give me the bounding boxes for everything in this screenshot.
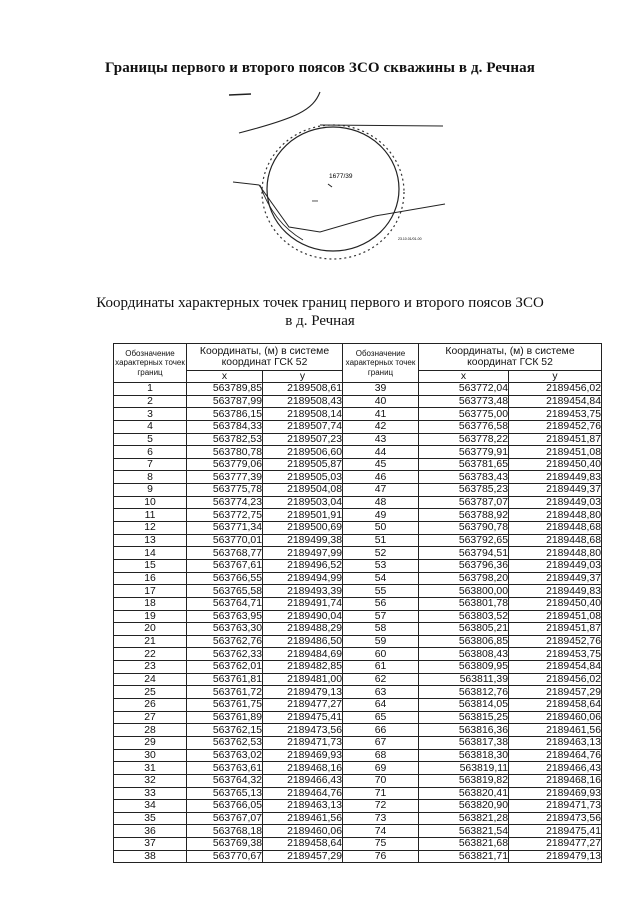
right-y-value-cell: 2189449,37	[509, 484, 602, 497]
table-row	[114, 420, 602, 433]
right-point-number-cell: 59	[343, 635, 419, 648]
right-point-number-cell: 46	[343, 471, 419, 484]
table-row	[114, 736, 602, 749]
table-row	[114, 585, 602, 598]
left-point-number-cell: 5	[114, 433, 187, 446]
left-y-value-cell: 2189484,69	[263, 648, 343, 661]
left-y-value-cell: 2189469,93	[263, 749, 343, 762]
left-x-value-cell: 563762,15	[187, 724, 263, 737]
left-y-value-cell: 2189507,23	[263, 433, 343, 446]
table-row	[114, 635, 602, 648]
table-row	[114, 699, 602, 712]
left-point-number-cell: 19	[114, 610, 187, 623]
right-y-value-cell: 2189450,40	[509, 597, 602, 610]
table-row	[114, 484, 602, 497]
left-point-number-cell: 32	[114, 774, 187, 787]
right-point-number-cell: 62	[343, 673, 419, 686]
left-x-value-cell: 563764,32	[187, 774, 263, 787]
right-y-value-cell: 2189448,80	[509, 509, 602, 522]
right-y-value-cell: 2189448,80	[509, 547, 602, 560]
left-y-value-cell: 2189505,03	[263, 471, 343, 484]
right-point-number-cell: 42	[343, 420, 419, 433]
left-x-value-cell: 563763,95	[187, 610, 263, 623]
right-y-value-cell: 2189448,68	[509, 522, 602, 535]
left-point-number-cell: 20	[114, 623, 187, 636]
left-point-number-cell: 9	[114, 484, 187, 497]
left-y-value-cell: 2189506,60	[263, 446, 343, 459]
right-x-value-cell: 563779,91	[419, 446, 509, 459]
right-x-value-cell: 563808,43	[419, 648, 509, 661]
right-y-value-cell: 2189454,84	[509, 661, 602, 674]
left-point-number-cell: 35	[114, 812, 187, 825]
left-x-value-cell: 563771,34	[187, 522, 263, 535]
right-point-number-cell: 70	[343, 774, 419, 787]
left-point-number-cell: 29	[114, 736, 187, 749]
left-y-value-cell: 2189504,08	[263, 484, 343, 497]
left-point-number-cell: 22	[114, 648, 187, 661]
left-y-value-cell: 2189463,13	[263, 800, 343, 813]
left-point-number-cell: 21	[114, 635, 187, 648]
right-y-value-cell: 2189449,83	[509, 585, 602, 598]
table-row	[114, 534, 602, 547]
left-point-number-cell: 4	[114, 420, 187, 433]
right-x-value-cell: 563788,92	[419, 509, 509, 522]
table-row	[114, 749, 602, 762]
right-y-value-cell: 2189449,83	[509, 471, 602, 484]
right-x-value-cell: 563785,23	[419, 484, 509, 497]
right-x-value-cell: 563815,25	[419, 711, 509, 724]
right-x-value-cell: 563820,90	[419, 800, 509, 813]
right-x-value-cell: 563787,07	[419, 496, 509, 509]
header-coords-left: Координаты, (м) в системе координат ГСК 52	[187, 344, 343, 371]
left-point-number-cell: 11	[114, 509, 187, 522]
left-point-number-cell: 25	[114, 686, 187, 699]
left-point-number-cell: 7	[114, 458, 187, 471]
left-y-value-cell: 2189486,50	[263, 635, 343, 648]
right-y-value-cell: 2189449,03	[509, 496, 602, 509]
table-row	[114, 597, 602, 610]
left-point-number-cell: 33	[114, 787, 187, 800]
right-point-number-cell: 58	[343, 623, 419, 636]
right-point-number-cell: 74	[343, 825, 419, 838]
right-y-value-cell: 2189453,75	[509, 648, 602, 661]
right-point-number-cell: 73	[343, 812, 419, 825]
right-y-value-cell: 2189449,37	[509, 572, 602, 585]
left-x-value-cell: 563770,67	[187, 850, 263, 863]
left-point-number-cell: 26	[114, 699, 187, 712]
table-caption-line1: Координаты характерных точек границ первого и второго поясов ЗСО	[96, 295, 544, 311]
left-y-value-cell: 2189461,56	[263, 812, 343, 825]
left-y-value-cell: 2189471,73	[263, 736, 343, 749]
right-point-number-cell: 64	[343, 699, 419, 712]
left-point-number-cell: 24	[114, 673, 187, 686]
right-point-number-cell: 41	[343, 408, 419, 421]
left-x-value-cell: 563762,53	[187, 736, 263, 749]
right-x-value-cell: 563821,68	[419, 838, 509, 851]
right-y-value-cell: 2189461,56	[509, 724, 602, 737]
table-row	[114, 522, 602, 535]
table-row	[114, 825, 602, 838]
right-y-value-cell: 2189450,40	[509, 458, 602, 471]
right-x-value-cell: 563794,51	[419, 547, 509, 560]
left-y-value-cell: 2189490,04	[263, 610, 343, 623]
left-x-value-cell: 563787,99	[187, 395, 263, 408]
table-row	[114, 383, 602, 396]
table-row	[114, 471, 602, 484]
header-point-label-right: Обозначение характерных точек границ	[343, 344, 419, 383]
right-x-value-cell: 563811,39	[419, 673, 509, 686]
right-x-value-cell: 563803,52	[419, 610, 509, 623]
right-y-value-cell: 2189473,56	[509, 812, 602, 825]
right-y-value-cell: 2189449,03	[509, 559, 602, 572]
right-x-value-cell: 563776,58	[419, 420, 509, 433]
right-x-value-cell: 563790,78	[419, 522, 509, 535]
right-x-value-cell: 563817,38	[419, 736, 509, 749]
left-x-value-cell: 563765,58	[187, 585, 263, 598]
left-x-value-cell: 563767,07	[187, 812, 263, 825]
left-y-value-cell: 2189464,76	[263, 787, 343, 800]
road-curve	[239, 92, 320, 133]
left-x-value-cell: 563769,38	[187, 838, 263, 851]
left-x-value-cell: 563777,39	[187, 471, 263, 484]
well-mark	[328, 184, 332, 187]
left-y-value-cell: 2189460,06	[263, 825, 343, 838]
left-x-value-cell: 563764,71	[187, 597, 263, 610]
table-row	[114, 395, 602, 408]
right-y-value-cell: 2189468,16	[509, 774, 602, 787]
road-line-short	[229, 94, 251, 95]
left-y-value-cell: 2189481,00	[263, 673, 343, 686]
right-point-number-cell: 39	[343, 383, 419, 396]
left-x-value-cell: 563772,75	[187, 509, 263, 522]
right-x-value-cell: 563801,78	[419, 597, 509, 610]
left-x-value-cell: 563770,01	[187, 534, 263, 547]
right-point-number-cell: 55	[343, 585, 419, 598]
right-x-value-cell: 563805,21	[419, 623, 509, 636]
right-x-value-cell: 563772,04	[419, 383, 509, 396]
left-y-value-cell: 2189482,85	[263, 661, 343, 674]
right-y-value-cell: 2189448,68	[509, 534, 602, 547]
right-y-value-cell: 2189456,02	[509, 673, 602, 686]
right-point-number-cell: 76	[343, 850, 419, 863]
left-x-value-cell: 563765,13	[187, 787, 263, 800]
right-y-value-cell: 2189460,06	[509, 711, 602, 724]
table-row	[114, 800, 602, 813]
left-x-value-cell: 563774,23	[187, 496, 263, 509]
right-y-value-cell: 2189463,13	[509, 736, 602, 749]
left-x-value-cell: 563779,06	[187, 458, 263, 471]
left-y-value-cell: 2189457,29	[263, 850, 343, 863]
right-point-number-cell: 48	[343, 496, 419, 509]
left-x-value-cell: 563761,89	[187, 711, 263, 724]
right-point-number-cell: 54	[343, 572, 419, 585]
right-point-number-cell: 43	[343, 433, 419, 446]
right-y-value-cell: 2189479,13	[509, 850, 602, 863]
right-point-number-cell: 66	[343, 724, 419, 737]
right-x-value-cell: 563821,54	[419, 825, 509, 838]
right-x-value-cell: 563796,36	[419, 559, 509, 572]
right-y-value-cell: 2189451,87	[509, 623, 602, 636]
left-x-value-cell: 563768,18	[187, 825, 263, 838]
table-row	[114, 673, 602, 686]
table-row	[114, 623, 602, 636]
left-x-value-cell: 563766,05	[187, 800, 263, 813]
left-x-value-cell: 563763,61	[187, 762, 263, 775]
left-point-number-cell: 12	[114, 522, 187, 535]
left-y-value-cell: 2189497,99	[263, 547, 343, 560]
left-point-number-cell: 14	[114, 547, 187, 560]
left-point-number-cell: 3	[114, 408, 187, 421]
table-caption	[0, 294, 640, 330]
right-x-value-cell: 563775,00	[419, 408, 509, 421]
left-y-value-cell: 2189475,41	[263, 711, 343, 724]
left-x-value-cell: 563762,01	[187, 661, 263, 674]
right-y-value-cell: 2189453,75	[509, 408, 602, 421]
left-y-value-cell: 2189503,04	[263, 496, 343, 509]
left-point-number-cell: 1	[114, 383, 187, 396]
right-point-number-cell: 47	[343, 484, 419, 497]
second-belt-dashed-circle	[262, 125, 404, 259]
right-y-value-cell: 2189454,84	[509, 395, 602, 408]
table-row	[114, 610, 602, 623]
left-x-value-cell: 563762,33	[187, 648, 263, 661]
table-row	[114, 433, 602, 446]
right-point-number-cell: 57	[343, 610, 419, 623]
right-x-value-cell: 563800,00	[419, 585, 509, 598]
right-y-value-cell: 2189457,29	[509, 686, 602, 699]
right-x-value-cell: 563820,41	[419, 787, 509, 800]
right-y-value-cell: 2189451,08	[509, 446, 602, 459]
left-point-number-cell: 8	[114, 471, 187, 484]
well-label: 1677/39	[329, 173, 353, 180]
left-y-value-cell: 2189494,99	[263, 572, 343, 585]
left-point-number-cell: 13	[114, 534, 187, 547]
right-x-value-cell: 563773,48	[419, 395, 509, 408]
right-y-value-cell: 2189475,41	[509, 825, 602, 838]
left-point-number-cell: 10	[114, 496, 187, 509]
right-x-value-cell: 563814,05	[419, 699, 509, 712]
header-y-right: y	[509, 371, 602, 383]
edge-label: 23.10.01/01-00	[398, 237, 422, 241]
left-x-value-cell: 563761,81	[187, 673, 263, 686]
left-y-value-cell: 2189496,52	[263, 559, 343, 572]
header-point-label-left: Обозначение характерных точек границ	[114, 344, 187, 383]
right-x-value-cell: 563778,22	[419, 433, 509, 446]
table-row	[114, 547, 602, 560]
left-point-number-cell: 31	[114, 762, 187, 775]
left-x-value-cell: 563786,15	[187, 408, 263, 421]
left-point-number-cell: 18	[114, 597, 187, 610]
header-x-right: x	[419, 371, 509, 383]
left-point-number-cell: 23	[114, 661, 187, 674]
right-point-number-cell: 60	[343, 648, 419, 661]
right-point-number-cell: 56	[343, 597, 419, 610]
table-row	[114, 496, 602, 509]
header-x-left: x	[187, 371, 263, 383]
left-x-value-cell: 563763,30	[187, 623, 263, 636]
left-y-value-cell: 2189488,29	[263, 623, 343, 636]
left-y-value-cell: 2189468,16	[263, 762, 343, 775]
right-point-number-cell: 61	[343, 661, 419, 674]
left-y-value-cell: 2189499,38	[263, 534, 343, 547]
left-x-value-cell: 563782,53	[187, 433, 263, 446]
table-row	[114, 446, 602, 459]
left-y-value-cell: 2189458,64	[263, 838, 343, 851]
right-x-value-cell: 563781,65	[419, 458, 509, 471]
left-x-value-cell: 563775,78	[187, 484, 263, 497]
right-y-value-cell: 2189451,87	[509, 433, 602, 446]
left-y-value-cell: 2189493,39	[263, 585, 343, 598]
right-x-value-cell: 563819,11	[419, 762, 509, 775]
header-y-left: y	[263, 371, 343, 383]
right-x-value-cell: 563819,82	[419, 774, 509, 787]
left-point-number-cell: 37	[114, 838, 187, 851]
left-point-number-cell: 30	[114, 749, 187, 762]
right-point-number-cell: 63	[343, 686, 419, 699]
left-point-number-cell: 28	[114, 724, 187, 737]
left-point-number-cell: 27	[114, 711, 187, 724]
page-title: Границы первого и второго поясов ЗСО скважины в д. Речная	[105, 60, 535, 76]
left-x-value-cell: 563762,76	[187, 635, 263, 648]
left-point-number-cell: 6	[114, 446, 187, 459]
right-y-value-cell: 2189452,76	[509, 420, 602, 433]
right-y-value-cell: 2189452,76	[509, 635, 602, 648]
right-x-value-cell: 563818,30	[419, 749, 509, 762]
right-x-value-cell: 563783,43	[419, 471, 509, 484]
table-row	[114, 572, 602, 585]
left-x-value-cell: 563789,85	[187, 383, 263, 396]
table-row	[114, 838, 602, 851]
left-y-value-cell: 2189507,74	[263, 420, 343, 433]
table-row	[114, 686, 602, 699]
left-x-value-cell: 563768,77	[187, 547, 263, 560]
neighbour-boundary-curve	[260, 185, 303, 240]
table-row	[114, 458, 602, 471]
right-point-number-cell: 45	[343, 458, 419, 471]
left-point-number-cell: 34	[114, 800, 187, 813]
table-row	[114, 762, 602, 775]
left-x-value-cell: 563767,61	[187, 559, 263, 572]
first-belt-circle	[267, 127, 399, 251]
left-point-number-cell: 17	[114, 585, 187, 598]
table-row	[114, 774, 602, 787]
right-y-value-cell: 2189458,64	[509, 699, 602, 712]
right-point-number-cell: 68	[343, 749, 419, 762]
right-point-number-cell: 53	[343, 559, 419, 572]
table-row	[114, 661, 602, 674]
right-point-number-cell: 40	[343, 395, 419, 408]
left-point-number-cell: 2	[114, 395, 187, 408]
left-point-number-cell: 36	[114, 825, 187, 838]
left-x-value-cell: 563784,33	[187, 420, 263, 433]
table-row	[114, 408, 602, 421]
small-label: ххх	[312, 198, 318, 203]
left-x-value-cell: 563763,02	[187, 749, 263, 762]
left-y-value-cell: 2189477,27	[263, 699, 343, 712]
right-point-number-cell: 75	[343, 838, 419, 851]
right-point-number-cell: 49	[343, 509, 419, 522]
left-x-value-cell: 563766,55	[187, 572, 263, 585]
right-point-number-cell: 50	[343, 522, 419, 535]
right-y-value-cell: 2189466,43	[509, 762, 602, 775]
right-x-value-cell: 563792,65	[419, 534, 509, 547]
left-x-value-cell: 563761,75	[187, 699, 263, 712]
right-point-number-cell: 67	[343, 736, 419, 749]
right-point-number-cell: 71	[343, 787, 419, 800]
table-row	[114, 559, 602, 572]
table-row	[114, 711, 602, 724]
left-x-value-cell: 563761,72	[187, 686, 263, 699]
right-y-value-cell: 2189451,08	[509, 610, 602, 623]
table-row	[114, 724, 602, 737]
right-point-number-cell: 51	[343, 534, 419, 547]
left-point-number-cell: 38	[114, 850, 187, 863]
right-y-value-cell: 2189469,93	[509, 787, 602, 800]
left-y-value-cell: 2189479,13	[263, 686, 343, 699]
right-point-number-cell: 44	[343, 446, 419, 459]
neighbour-boundary-line	[233, 182, 445, 232]
left-x-value-cell: 563780,78	[187, 446, 263, 459]
left-y-value-cell: 2189508,14	[263, 408, 343, 421]
left-point-number-cell: 15	[114, 559, 187, 572]
right-x-value-cell: 563821,71	[419, 850, 509, 863]
left-y-value-cell: 2189466,43	[263, 774, 343, 787]
left-y-value-cell: 2189491,74	[263, 597, 343, 610]
left-y-value-cell: 2189508,61	[263, 383, 343, 396]
coordinates-table	[113, 343, 602, 863]
right-y-value-cell: 2189471,73	[509, 800, 602, 813]
right-x-value-cell: 563821,28	[419, 812, 509, 825]
right-y-value-cell: 2189464,76	[509, 749, 602, 762]
header-coords-right: Координаты, (м) в системе координат ГСК 52	[419, 344, 602, 371]
left-y-value-cell: 2189500,69	[263, 522, 343, 535]
left-y-value-cell: 2189508,43	[263, 395, 343, 408]
table-row	[114, 812, 602, 825]
right-x-value-cell: 563812,76	[419, 686, 509, 699]
right-y-value-cell: 2189456,02	[509, 383, 602, 396]
left-y-value-cell: 2189505,87	[263, 458, 343, 471]
site-plan-drawing	[225, 88, 450, 270]
right-x-value-cell: 563806,85	[419, 635, 509, 648]
right-point-number-cell: 65	[343, 711, 419, 724]
table-row	[114, 509, 602, 522]
right-x-value-cell: 563809,95	[419, 661, 509, 674]
table-row	[114, 787, 602, 800]
table-row	[114, 850, 602, 863]
left-point-number-cell: 16	[114, 572, 187, 585]
right-x-value-cell: 563798,20	[419, 572, 509, 585]
coordinates-table-body	[114, 383, 602, 863]
left-y-value-cell: 2189473,56	[263, 724, 343, 737]
right-point-number-cell: 52	[343, 547, 419, 560]
right-x-value-cell: 563816,36	[419, 724, 509, 737]
right-point-number-cell: 72	[343, 800, 419, 813]
right-y-value-cell: 2189477,27	[509, 838, 602, 851]
table-caption-line2: в д. Речная	[285, 313, 355, 329]
table-row	[114, 648, 602, 661]
right-point-number-cell: 69	[343, 762, 419, 775]
left-y-value-cell: 2189501,91	[263, 509, 343, 522]
